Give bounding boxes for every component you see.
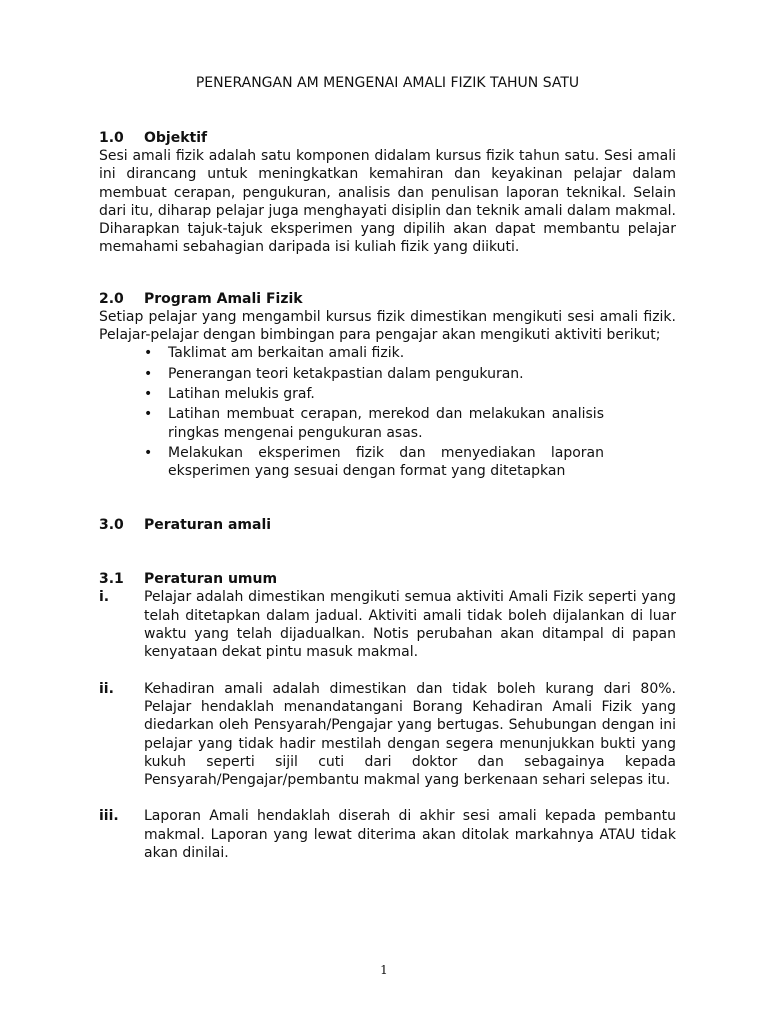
list-item-text: Melakukan eksperimen fizik dan menyediakan laporan eksperimen yang sesuai dengan format yang ditetapkan (168, 444, 604, 480)
section-heading-objektif (99, 129, 676, 147)
rule-numeral: iii. (99, 808, 119, 825)
list-item-text: Latihan membuat cerapan, merekod dan melakukan analisis ringkas mengenai pengukuran asas. (168, 406, 604, 441)
program-paragraph: Setiap pelajar yang mengambil kursus fizik dimestikan mengikuti sesi amali fizik. Pelajar-pelajar dengan bimbingan para pengajar akan mengikuti aktiviti berikut; (99, 308, 676, 344)
list-item-text: Taklimat am berkaitan amali fizik. (168, 345, 405, 362)
section-heading-program (99, 290, 676, 308)
bullet-icon: • (144, 444, 153, 461)
list-item-text: Latihan melukis graf. (168, 385, 315, 402)
section-heading-peraturan (99, 516, 676, 534)
section-title: Objektif (144, 130, 208, 146)
section-title: Peraturan umum (144, 571, 278, 588)
section-title: Peraturan amali (144, 517, 272, 534)
section-heading-peraturan-umum (99, 570, 676, 588)
section-number: 3.1 (99, 571, 124, 588)
bullet-icon: • (144, 385, 153, 402)
rule-item-ii (99, 680, 676, 790)
activity-list (99, 344, 604, 480)
rule-numeral: ii. (99, 680, 114, 697)
section-number: 3.0 (99, 517, 124, 534)
document-title: PENERANGAN AM MENGENAI AMALI FIZIK TAHUN SATU (195, 75, 580, 91)
list-item (144, 344, 604, 362)
bullet-icon: • (144, 406, 153, 423)
page-number: 1 (380, 963, 388, 977)
rule-numeral: i. (99, 589, 110, 606)
document-page (99, 74, 676, 862)
rule-text: Kehadiran amali adalah dimestikan dan tidak boleh kurang dari 80%. Pelajar hendaklah menandatangani Borang Kehadiran Amali Fizik yang diedarkan oleh Pensyarah/Pengajar yang bertugas. Sehubungan dengan ini pelajar yang tidak hadir mestilah dengan segera menunjukkan bukti yang kukuh seperti sijil cuti dari doktor dan sebagainya kepada Pensyarah/Pengajar/pembantu makmal yang berkenaan sehari selepas itu. (144, 680, 676, 789)
list-item (144, 405, 604, 442)
rule-item-i (99, 588, 676, 661)
list-item (144, 365, 604, 383)
section-number: 1.0 (99, 130, 124, 146)
rule-text: Laporan Amali hendaklah diserah di akhir sesi amali kepada pembantu makmal. Laporan yang lewat diterima akan ditolak markahnya ATAU tidak akan dinilai. (144, 808, 676, 862)
bullet-icon: • (144, 365, 153, 382)
section-number: 2.0 (99, 290, 124, 307)
list-item (144, 444, 604, 481)
rule-item-iii (99, 807, 676, 862)
list-item (144, 385, 604, 403)
objektif-paragraph: Sesi amali fizik adalah satu komponen didalam kursus fizik tahun satu. Sesi amali ini dirancang untuk meningkatkan kemahiran dan keyakinan pelajar dalam membuat cerapan, pengukuran, analisis dan penulisan laporan teknikal. Selain dari itu, diharap pelajar juga menghayati disiplin dan teknik amali dalam makmal. Diharapkan tajuk-tajuk eksperimen yang dipilih akan dapat membantu pelajar memahami sebahagian daripada isi kuliah fizik yang diikuti. (99, 148, 676, 256)
list-item-text: Penerangan teori ketakpastian dalam pengukuran. (168, 365, 524, 382)
bullet-icon: • (144, 345, 153, 362)
rule-text: Pelajar adalah dimestikan mengikuti semua aktiviti Amali Fizik seperti yang telah ditetapkan dalam jadual. Aktiviti amali tidak boleh dijalankan di luar waktu yang telah dijadualkan. Notis perubahan akan ditampal di papan kenyataan dekat pintu masuk makmal. (144, 589, 676, 661)
section-title: Program Amali Fizik (144, 290, 303, 307)
